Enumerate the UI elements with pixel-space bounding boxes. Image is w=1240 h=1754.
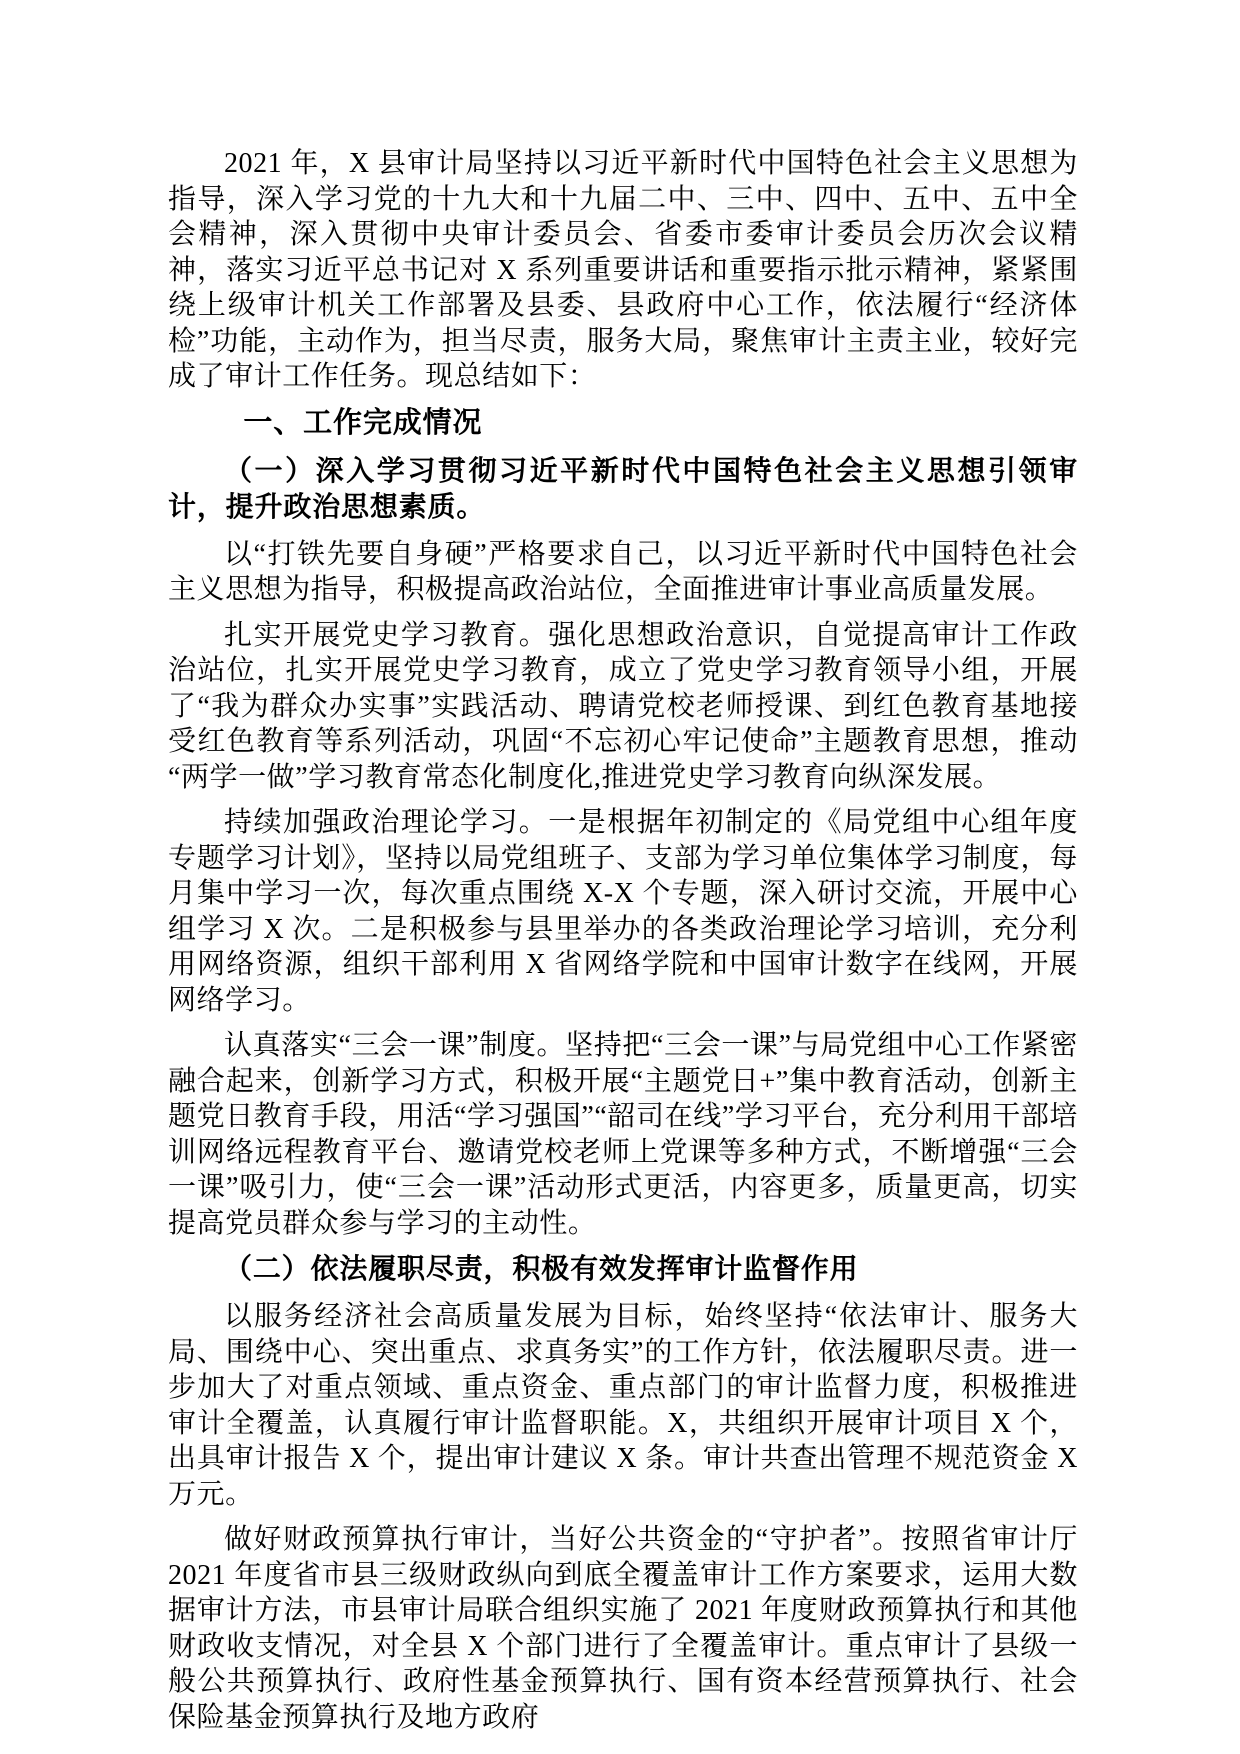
section-heading-work-completion: 一、工作完成情况 [243,406,483,439]
subsection-heading-2-audit-supervision: （二）依法履职尽责，积极有效发挥审计监督作用 [224,1253,859,1284]
body-paragraph-audit-duty: 以服务经济社会高质量发展为目标，始终坚持“依法审计、服务大局、围绕中心、突出重点、求真务实”的工作方针，依法履职尽责。进一步加大了对重点领域、重点资金、重点部门的审计监督力度，积极推进审计全覆盖，认真履行审计监督职能。X，共组织开展审计项目 X 个，出具审计报告 X 个，提出审计建议 X 条。审计共查出管理不规范资金 X 万元。 [168,1301,1078,1510]
body-paragraph-political-theory-study: 持续加强政治理论学习。一是根据年初制定的《局党组中心组年度专题学习计划》，坚持以局党组班子、支部为学习单位集体学习制度，每月集中学习一次，每次重点围绕 X-X 个专题，深入研讨交流，开展中心组学习 X 次。二是积极参与县里举办的各类政治理论学习培训，充分利用网络资源，组织干部利用 X 省网络学院和中国审计数字在线网，开展网络学习。 [168,807,1078,1016]
body-paragraph-budget-execution-audit: 做好财政预算执行审计，当好公共资金的“守护者”。按照省审计厅 2021 年度省市县三级财政纵向到底全覆盖审计工作方案要求，运用大数据审计方法，市县审计局联合组织实施了 2021 年度财政预算执行和其他财政收支情况，对全县 X 个部门进行了全覆盖审计。重点审计了县级一般公共预算执行、政府性基金预算执行、国有资本经营预算执行、社会保险基金预算执行及地方政府 [168,1524,1078,1733]
subsection-heading-1-study-thought: （一）深入学习贯彻习近平新时代中国特色社会主义思想引领审计，提升政治思想素质。 [168,454,1078,522]
body-paragraph-three-meetings-one-lesson: 认真落实“三会一课”制度。坚持把“三会一课”与局党组中心工作紧密融合起来，创新学习方式，积极开展“主题党日+”集中教育活动，创新主题党日教育手段，用活“学习强国”“韶司在线”学习平台，充分利用干部培训网络远程教育平台、邀请党校老师上党课等多种方式，不断增强“三会一课”吸引力，使“三会一课”活动形式更活，内容更多，质量更高，切实提高党员群众参与学习的主动性。 [168,1030,1078,1239]
body-paragraph-party-history-education: 扎实开展党史学习教育。强化思想政治意识，自觉提高审计工作政治站位，扎实开展党史学习教育，成立了党史学习教育领导小组，开展了“我为群众办实事”实践活动、聘请党校老师授课、到红色教育基地接受红色教育等系列活动，巩固“不忘初心牢记使命”主题教育思想，推动“两学一做”学习教育常态化制度化,推进党史学习教育向纵深发展。 [168,619,1078,793]
intro-paragraph: 2021 年，X 县审计局坚持以习近平新时代中国特色社会主义思想为指导，深入学习党的十九大和十九届二中、三中、四中、五中、五中全会精神，深入贯彻中央审计委员会、省委市委审计委员会历次会议精神，落实习近平总书记对 X 系列重要讲话和重要指示批示精神，紧紧围绕上级审计机关工作部署及县委、县政府中心工作，依法履行“经济体检”功能，主动作为，担当尽责，服务大局，聚焦审计主责主业，较好完成了审计工作任务。现总结如下： [168,148,1078,392]
body-paragraph-self-discipline: 以“打铁先要自身硬”严格要求自己，以习近平新时代中国特色社会主义思想为指导，积极提高政治站位，全面推进审计事业高质量发展。 [168,538,1078,605]
